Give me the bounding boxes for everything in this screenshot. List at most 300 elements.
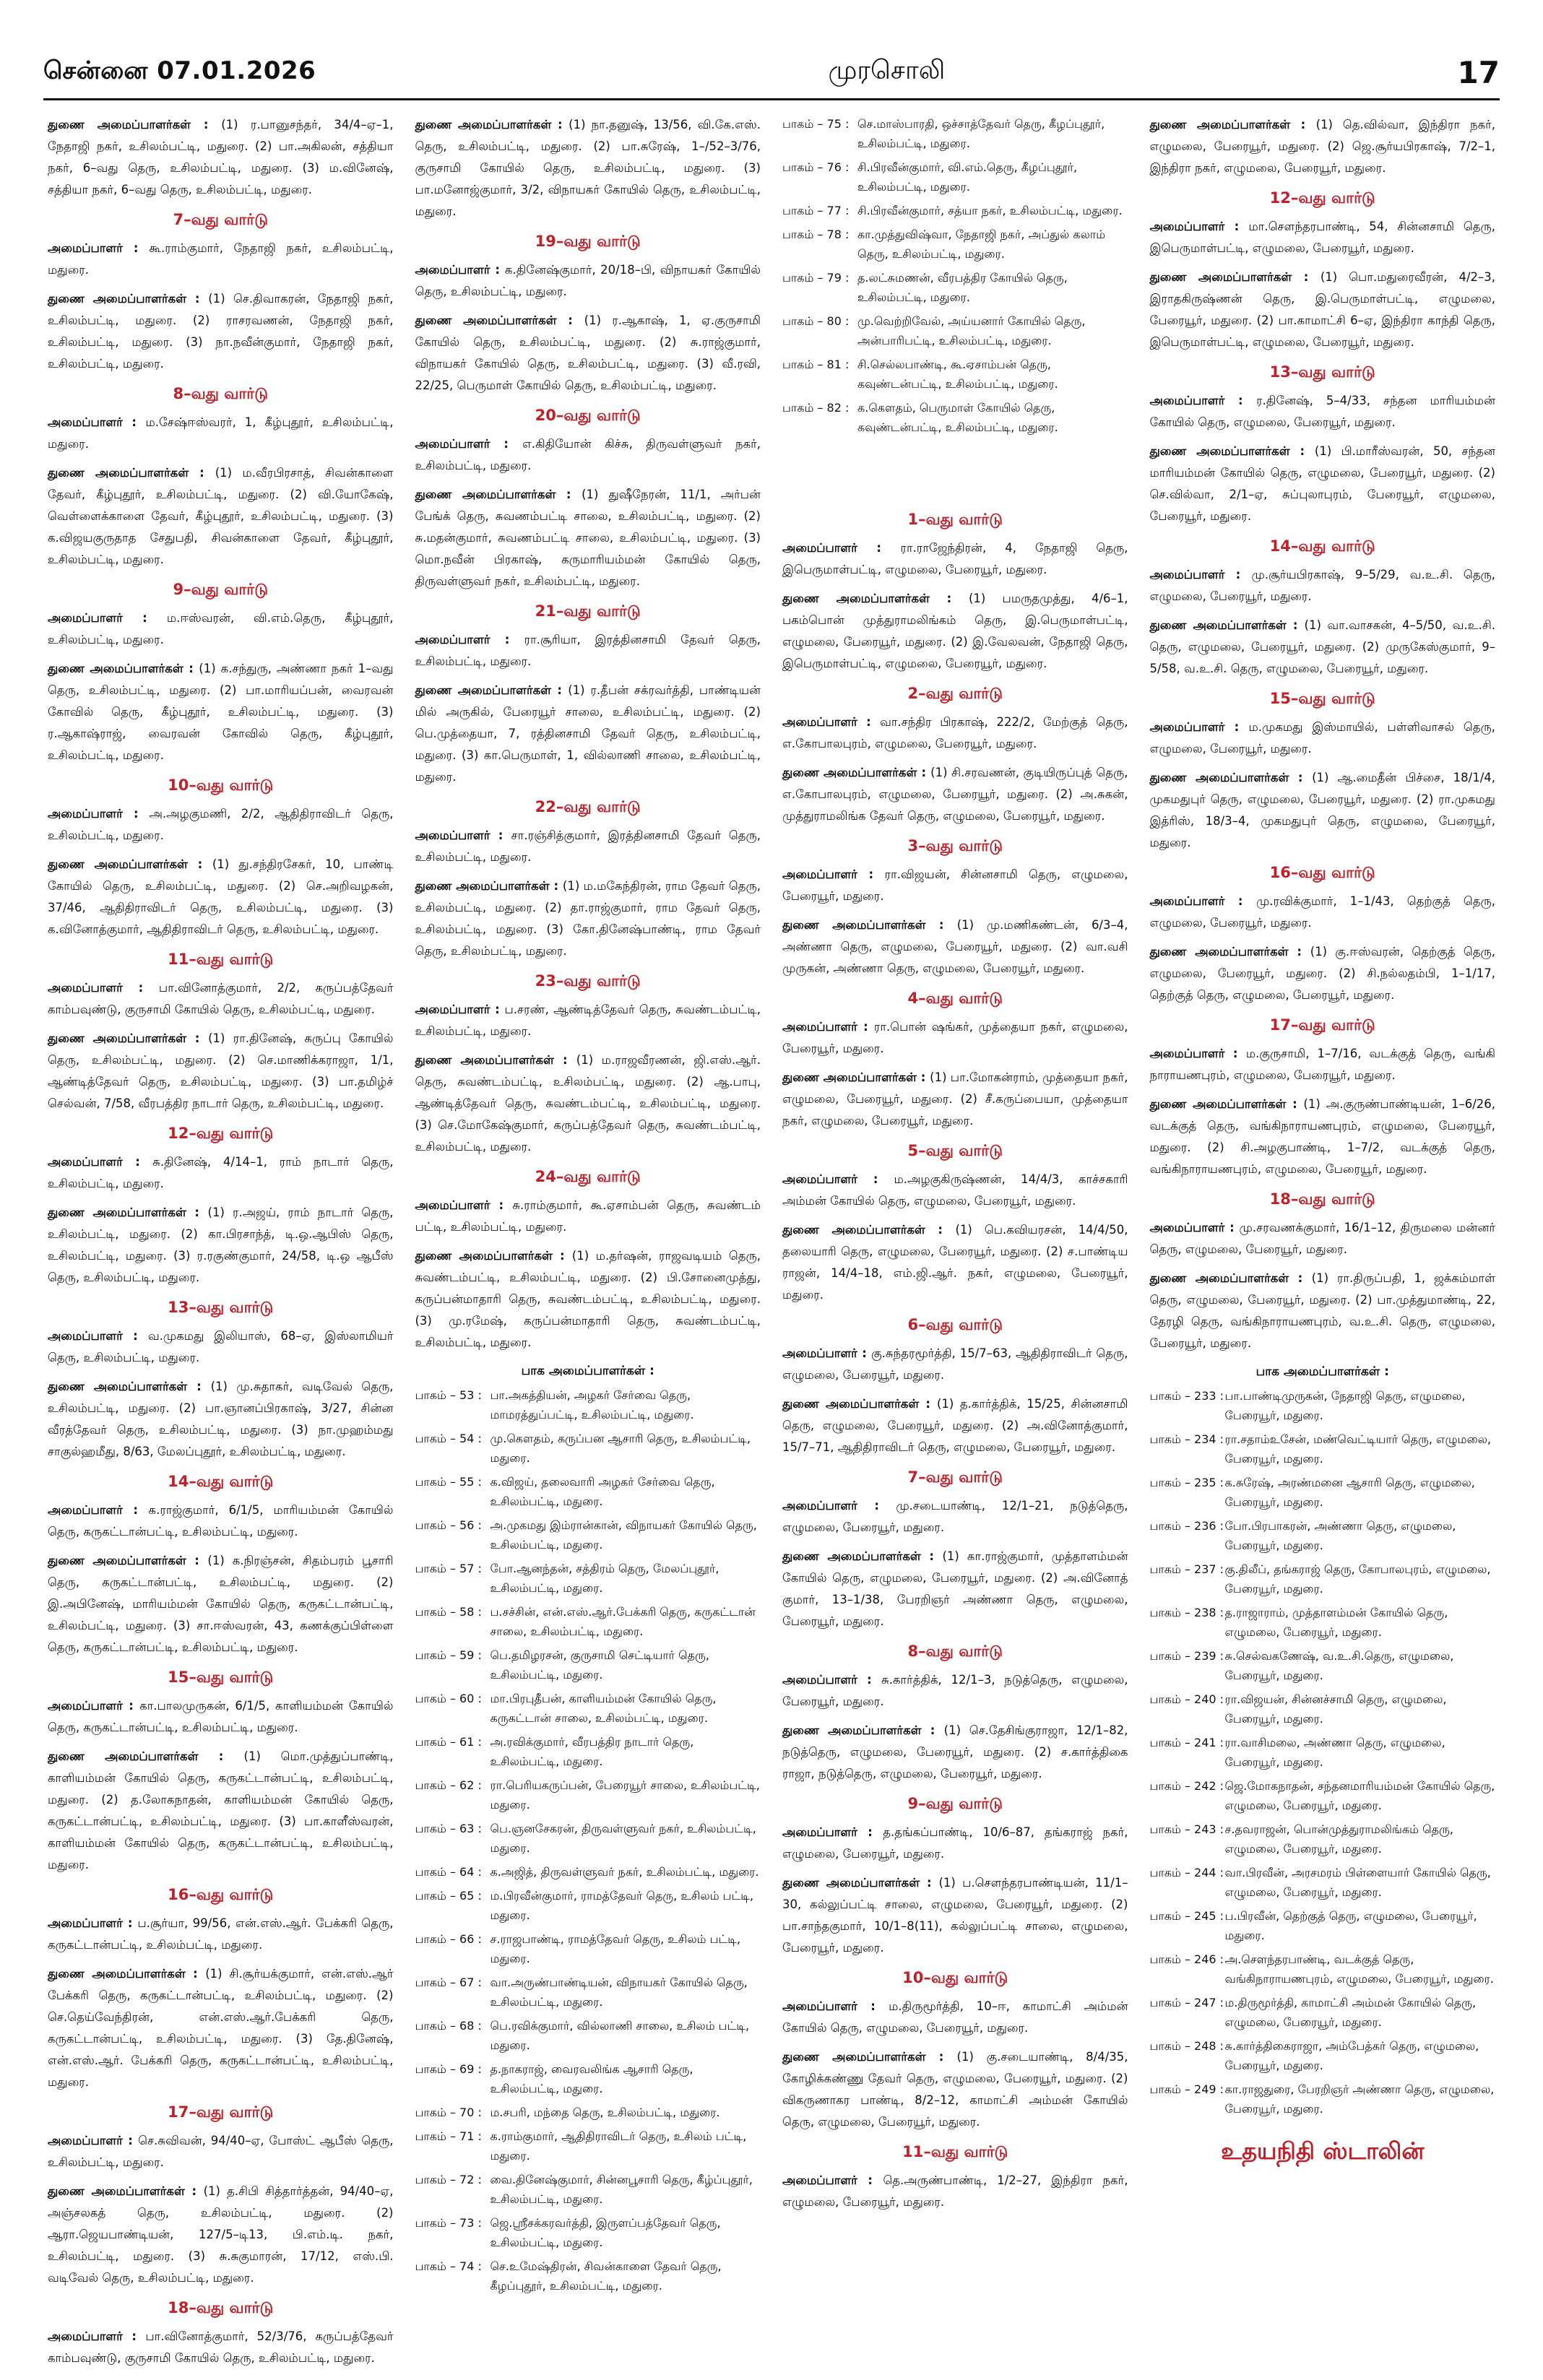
booth-organizer: போ.பிரபாகரன், அண்ணா தெரு, எழுமலை, பேரையூர், மதுரை. (1224, 1519, 1456, 1552)
ward-heading: 2–வது வார்டு (907, 685, 1003, 702)
role-label: அமைப்பாளர் : (782, 1020, 874, 1034)
ward-section (782, 990, 1128, 1132)
booth-organizer: ரா.விஜயன், சின்னச்சாமி தெரு, எழுமலை, பேரையூர், மதுரை. (1224, 1692, 1447, 1726)
role-label: துணை அமைப்பாளர்கள் : (415, 683, 569, 697)
booth-row (782, 268, 1128, 307)
member-details: மு.ரவிக்குமார், 1–1/43, தெற்குத் தெரு, எழுமலை, பேரையூர், மதுரை. (1149, 894, 1495, 930)
ward-section (782, 511, 1128, 675)
member-details: த.தங்கப்பாண்டி, 10/6–87, தங்கராஜ் நகர், எழுமலை, பேரையூர், மதுரை. (782, 1825, 1128, 1861)
member-details: மா.சௌந்தரபாண்டி, 54, சின்னசாமி தெரு, இபெருமாள்பட்டி, எழுமலை, பேரையூர், மதுரை. (1149, 220, 1495, 255)
signature: உதயநிதி ஸ்டாலின் (1221, 2137, 1425, 2165)
ward-heading: 14–வது வார்டு (1269, 537, 1375, 555)
booth-row (415, 2103, 761, 2122)
deputy-organizers-entry (1150, 615, 1496, 680)
member-details: ம.முகமது இஸ்மாயில், பள்ளிவாசல் தெரு, எழுமலை, பேரையூர், மதுரை. (1149, 720, 1495, 756)
booth-organizer: பா.அகத்தியன், அழகர் சேர்வை தெரு, மாமரத்துப்பட்டி, உசிலம்பட்டி, மதுரை. (490, 1388, 694, 1421)
member-details: கா.பாலமுருகன், 6/1/5, காளியம்மன் கோயில் தெரு, கருகட்டான்பட்டி, உசிலம்பட்டி, மதுரை. (48, 1699, 394, 1734)
role-label: துணை அமைப்பாளர்கள் : (415, 1249, 572, 1263)
booth-row (1150, 1863, 1496, 1902)
organizer-entry (415, 259, 761, 303)
member-details: ரா.பொன் ஷங்கர், முத்தையா நகர், எழுமலை, பேரையூர், மதுரை. (782, 1020, 1128, 1055)
organizer-entry (782, 537, 1128, 581)
booth-row (1150, 1906, 1496, 1945)
member-details: (1) பி.மாரீஸ்வரன், 50, சந்தன மாரியம்மன் கோயில் தெரு, எழுமலை, பேரையூர், மதுரை. (2) செ.வில்வா, 2/1–ஏ, சுப்புலாபுரம், பேரையூர், எழுமலை, பேரையூர், மதுரை. (1149, 444, 1495, 523)
member-details: கூ.ராம்குமார், நேதாஜி நகர், உசிலம்பட்டி, மதுரை. (48, 241, 394, 277)
ward-section (415, 798, 761, 962)
role-label: அமைப்பாளர் : (48, 415, 146, 429)
role-label: துணை அமைப்பாளர்கள் : (415, 488, 582, 501)
column-4 (1150, 114, 1496, 2379)
booth-number: பாகம் – 248 : (1149, 2039, 1224, 2053)
booth-organizer: கா.முத்துவிஷ்வா, நேதாஜி நகர், அப்துல் கலாம் தெரு, உசிலம்பட்டி, மதுரை. (857, 228, 1106, 261)
ward-heading: 15–வது வார்டு (1269, 690, 1375, 707)
organizer-entry (1150, 1043, 1496, 1086)
member-details: (1) ரா.திருப்பதி, 1, ஜக்கம்மாள் தெரு, எழுமலை, பேரையூர், மதுரை. (2) பா.முத்துமாண்டி, 22, தேரழி தெரு, வங்கிநாராயணபுரம், வ.உ.சி. தெரு, எழுமலை, பேரையூர், மதுரை. (1149, 1271, 1495, 1350)
role-label: துணை அமைப்பாளர்கள் : (48, 662, 199, 675)
organizer-entry (1150, 891, 1496, 934)
article-columns (48, 114, 1496, 2365)
booth-number: பாகம் – 54 : (415, 1432, 482, 1445)
booth-number: பாகம் – 234 : (1149, 1432, 1224, 1446)
booth-row (1150, 1646, 1496, 1685)
ward-section (48, 2299, 394, 2369)
ward-heading: 23–வது வார்டு (535, 972, 641, 990)
ward-section (415, 602, 761, 788)
booth-organizer: மு.வெற்றிவேல், அய்யனார் கோயில் தெரு, அன்பாரிபட்டி, உசிலம்பட்டி, மதுரை. (857, 314, 1086, 347)
booth-row (415, 1862, 761, 1882)
organizer-entry (1150, 1217, 1496, 1260)
member-details: (1) நா.தனுஷ், 13/56, வி.கே.எஸ். தெரு, உசிலம்பட்டி, மதுரை. (2) பா.சுரேஷ், 1–/52–3/76, குருசாமி கோயில் தெரு, உசிலம்பட்டி, மதுரை. (3) பா.மனோஜ்குமார், 3/2, விநாயகர் கோயில் தெரு, உசிலம்பட்டி, மதுரை. (415, 118, 761, 218)
booth-row (415, 1559, 761, 1598)
role-label: அமைப்பாளர் : (48, 1916, 138, 1930)
role-label: துணை அமைப்பாளர்கள் : (1149, 618, 1305, 632)
member-details: கு.சுந்தரமூர்த்தி, 15/7–63, ஆதிதிராவிடர் தெரு, எழுமலை, பேரையூர், மதுரை. (782, 1346, 1128, 1382)
deputy-organizers-entry (48, 1746, 394, 1876)
member-details: (1) வா.வாசகன், 4–5/50, வ.உ.சி. தெரு, எழுமலை, பேரையூர், மதுரை. (2) முருகேஸ்குமார், 9–5/58, வ.உ.சி. தெரு, எழுமலை, பேரையூர், மதுரை. (1149, 618, 1495, 675)
booth-number: பாகம் – 72 : (415, 2173, 482, 2186)
role-label: அமைப்பாளர் : (1149, 220, 1249, 233)
member-details: (1) ரா.தினேஷ், கருப்பு கோயில் தெரு, உசிலம்பட்டி, மதுரை. (2) செ.மாணிக்கராஜா, 1/1, ஆண்டித்தேவர் தெரு, உசிலம்பட்டி, மதுரை. (3) பா.தமிழ்ச் செல்வன், 7/58, வீரபத்திர நாடார் தெரு, உசிலம்பட்டி, மதுரை. (48, 1031, 394, 1110)
role-label: துணை அமைப்பாளர்கள் : (415, 879, 563, 893)
booth-row (415, 2126, 761, 2165)
ward-heading: 12–வது வார்டு (168, 1125, 274, 1142)
booth-row (415, 2213, 761, 2252)
ward-section (782, 1316, 1128, 1458)
ward-heading: 6–வது வார்டு (907, 1316, 1003, 1333)
booth-number: பாகம் – 59 : (415, 1648, 482, 1662)
booth-organizer: க.சுரேஷ், அரண்மனை ஆசாரி தெரு, எழுமலை, பேரையூர், மதுரை. (1224, 1476, 1475, 1509)
ward-heading: 13–வது வார்டு (1269, 363, 1375, 381)
member-details: சு.ராம்குமார், கூ.ஏசாம்பன் தெரு, சுவண்டம் பட்டி, உசிலம்பட்டி, மதுரை. (415, 1198, 761, 1234)
member-details: (1) ர.அஜய், ராம் நாடார் தெரு, உசிலம்பட்டி, மதுரை. (2) கா.பிரசாந்த், டி.ஒ.ஆபிஸ் தெரு, உசிலம்பட்டி, மதுரை. (3) ர.ரகுண்குமார், 24/58, டி.ஒ ஆபீஸ் தெரு, உசிலம்பட்டி, மதுரை. (48, 1206, 394, 1284)
booth-organizer: ப.பிரவீன், தெற்குத் தெரு, எழுமலை, பேரையூர், மதுரை. (1224, 1909, 1477, 1942)
ward-heading: 16–வது வார்டு (168, 1886, 274, 1903)
organizer-entry (782, 1343, 1128, 1386)
ward-heading: 8–வது வார்டு (907, 1643, 1003, 1660)
booth-number: பாகம் – 69 : (415, 2062, 482, 2076)
issue-date: சென்னை 07.01.2026 (43, 56, 316, 85)
ward-section (415, 233, 761, 397)
ward-section (48, 581, 394, 766)
booth-row (1150, 1429, 1496, 1468)
ward-section (48, 1473, 394, 1658)
member-details: ர.தினேஷ், 5–4/33, சந்தன மாரியம்மன் கோயில் தெரு, எழுமலை, பேரையூர், மதுரை. (1149, 394, 1495, 429)
deputy-organizers-entry (415, 1245, 761, 1354)
organizer-entry (782, 1822, 1128, 1865)
member-details: (1) பா.மோகன்ராம், முத்தையா நகர், எழுமலை, பேரையூர், மதுரை. (2) சீ.கருப்பையா, முத்தையா நகர், எழுமலை, பேரையூர், மதுரை. (782, 1070, 1128, 1128)
organizer-entry (1150, 216, 1496, 259)
role-label: அமைப்பாளர் : (48, 2134, 139, 2147)
booth-number: பாகம் – 239 : (1149, 1649, 1224, 1663)
role-label: துணை அமைப்பாளர்கள் : (415, 118, 569, 131)
booth-number: பாகம் – 243 : (1149, 1822, 1224, 1836)
organizer-entry (415, 629, 761, 672)
role-label: அமைப்பாளர் : (1149, 568, 1252, 581)
organizer-entry (48, 977, 394, 1021)
booth-number: பாகம் – 56 : (415, 1518, 482, 1532)
role-label: துணை அமைப்பாளர்கள் : (1149, 270, 1321, 284)
organizer-entry (782, 1169, 1128, 1212)
role-label: அமைப்பாளர் : (48, 807, 150, 821)
deputy-organizers-entry (1150, 114, 1496, 179)
member-details: (1) ப.சௌந்தரபாண்டியன், 11/1–30, கல்லுப்பட்டி சாலை, எழுமலை, பேரையூர், மதுரை. (2) பா.சாந்தகுமார், 10/1–8(11), கல்லுப்பட்டி சாலை, எழுமலை, பேரையூர், மதுரை. (782, 1876, 1128, 1955)
booth-organizer: மு.கௌதம், கருப்பன ஆசாரி தெரு, உசிலம்பட்டி, மதுரை. (490, 1432, 751, 1465)
booth-number: பாகம் – 78 : (782, 228, 850, 241)
booth-number: பாகம் – 235 : (1149, 1476, 1224, 1489)
booth-organizer: சி.செல்லபாண்டி, கூ.ஏசாம்பன் தெரு, கவுண்டன்பட்டி, உசிலம்பட்டி, மதுரை. (857, 358, 1058, 391)
booth-number: பாகம் – 74 : (415, 2259, 482, 2273)
member-details: (1) மு.மணிகண்டன், 6/3–4, அண்ணா தெரு, எழுமலை, பேரையூர், மதுரை. (2) வா.வசி முருகன், அண்ணா தெரு, எழுமலை, பேரையூர், மதுரை. (782, 918, 1128, 975)
role-label: துணை அமைப்பாளர்கள் : (1149, 444, 1315, 458)
booth-row (415, 2256, 761, 2295)
role-label: அமைப்பாளர் : (782, 541, 901, 555)
member-details: அ.அழகுமணி, 2/2, ஆதிதிராவிடர் தெரு, உசிலம்பட்டி, மதுரை. (48, 807, 394, 842)
booth-row (782, 157, 1128, 196)
member-details: ம.குருசாமி, 1–7/16, வடக்குத் தெரு, வங்கி நாராயணபுரம், எழுமலை, பேரையூர், மதுரை. (1149, 1047, 1495, 1082)
booth-organizer: பெ.ஞனசேகரன், திருவள்ளுவர் நகர், உசிலம்பட்டி, மதுரை. (490, 1822, 756, 1855)
booth-number: பாகம் – 79 : (782, 271, 850, 285)
masthead-rule (43, 98, 1500, 100)
ward-heading: 1–வது வார்டு (907, 511, 1003, 528)
booth-number: பாகம் – 238 : (1149, 1606, 1224, 1619)
booth-organizer: போ.ஆனந்தன், சத்திரம் தெரு, மேலப்புதூர், உசிலம்பட்டி, மதுரை. (490, 1562, 719, 1595)
member-details: (1) கு.சடையாண்டி, 8/4/35, கோழிக்கண்ணு தேவர் தெரு, எழுமலை, பேரையூர், மதுரை. (2) விகருணாகர பாண்டி, 8/2–12, காமாட்சி அம்மன் கோயில் தெரு, எழுமலை, பேரையூர், மதுரை. (782, 2050, 1128, 2129)
booth-row (1150, 1689, 1496, 1728)
role-label: துணை அமைப்பாளர்கள் : (782, 1397, 937, 1411)
member-details: (1) செ.திவாகரன், நேதாஜி நகர், உசிலம்பட்டி, மதுரை. (2) ராசரவணன், நேதாஜி நகர், உசிலம்பட்டி, மதுரை. (3) நா.நவீன்குமார், நேதாஜி நகர், உசிலம்பட்டி, மதுரை. (48, 292, 394, 371)
booth-row (415, 1886, 761, 1925)
ward-heading: 5–வது வார்டு (907, 1142, 1003, 1159)
role-label: துணை அமைப்பாளர்கள் : (1149, 771, 1313, 784)
booth-organizer: க.விஜய், தலைவாரி அழகர் சேர்வை தெரு, உசிலம்பட்டி, மதுரை. (490, 1475, 715, 1508)
booth-row (1150, 1950, 1496, 1989)
ward-section (1150, 363, 1496, 527)
booth-number: பாகம் – 53 : (415, 1388, 482, 1402)
ward-heading: 15–வது வார்டு (168, 1669, 274, 1686)
ward-section (415, 972, 761, 1158)
member-details: ம.திருமூர்த்தி, 10–ஈ, காமாட்சி அம்மன் கோயில் தெரு, எழுமலை, பேரையூர், மதுரை. (782, 1999, 1128, 2035)
organizer-entry (48, 238, 394, 281)
role-label: துணை அமைப்பாளர்கள் : (782, 2050, 957, 2064)
deputy-organizers-entry (415, 114, 761, 222)
role-label: துணை அமைப்பாளர்கள் : (48, 2184, 204, 2198)
ward-section (48, 1299, 394, 1463)
organizer-entry (782, 864, 1128, 907)
member-details: மு.சடையாண்டி, 12/1–21, நடுத்தெரு, எழுமலை, பேரையூர், மதுரை. (782, 1499, 1128, 1534)
ward-heading: 22–வது வார்டு (535, 798, 641, 815)
role-label: துணை அமைப்பாளர்கள் : (782, 766, 931, 779)
booth-row (415, 1775, 761, 1814)
booth-number: பாகம் – 245 : (1149, 1909, 1224, 1923)
booth-organizer: ரா.சதாம்உசேன், மண்வெட்டியார் தெரு, எழுமலை, பேரையூர், மதுரை. (1224, 1432, 1491, 1466)
booth-organizer: க.ராம்குமார், ஆதிதிராவிடர் தெரு, உசிலம் பட்டி, மதுரை. (490, 2129, 747, 2163)
organizer-entry (48, 1913, 394, 1956)
booth-row (415, 1602, 761, 1641)
organizer-entry (782, 1016, 1128, 1060)
member-details: (1) பொ.மதுரைவீரன், 4/2–3, இராதகிருஷ்ணன் தெரு, இ.பெருமாள்பட்டி, எழுமலை, பேரையூர், மதுரை. (2) பா.காமாட்சி 6–ஏ, இந்திரா காந்தி தெரு, இபெருமாள்பட்டி, எழுமலை, பேரையூர், மதுரை. (1149, 270, 1496, 349)
ward-section (1150, 114, 1496, 179)
deputy-organizers-entry (782, 914, 1128, 979)
booth-row (1150, 1603, 1496, 1642)
booth-row (415, 1385, 761, 1424)
booth-organizer: செ.மாஸ்பாரதி, ஒச்சாத்தேவர் தெரு, கீழப்புதூர், உசிலம்பட்டி, மதுரை. (857, 117, 1105, 150)
ward-heading: 21–வது வார்டு (535, 602, 641, 620)
booth-number: பாகம் – 244 : (1149, 1866, 1224, 1879)
booth-number: பாகம் – 247 : (1149, 1996, 1224, 2009)
deputy-organizers-entry (415, 484, 761, 592)
member-details: (1) துஷீநேரன், 11/1, அர்பன் பேங்க் தெரு, சுவணம்பட்டி சாலை, உசிலம்பட்டி, மதுரை. (2) சு.மதன்குமார், சுவணம்பட்டி சாலை, உசிலம்பட்டி, மதுரை. (3) மொ.நவீன் பிரகாஷ், கருமாரியம்மன் கோயில் தெரு, திருவள்ளுவர் நகர், உசிலம்பட்டி, மதுரை. (415, 488, 761, 588)
deputy-organizers-entry (48, 658, 394, 766)
booth-number: பாகம் – 60 : (415, 1692, 482, 1705)
member-details: ரா.விஜயன், சின்னசாமி தெரு, எழுமலை, பேரையூர், மதுரை. (782, 867, 1128, 903)
booth-row (782, 398, 1128, 437)
booth-row (415, 1429, 761, 1468)
booth-row (415, 1472, 761, 1511)
role-label: துணை அமைப்பாளர்கள் : (782, 918, 957, 932)
booth-number: பாகம் – 237 : (1149, 1562, 1224, 1576)
booth-organizer: வை.தினேஷ்குமார், சின்னபூசாரி தெரு, கீழ்ப்புதூர், உசிலம்பட்டி, மதுரை. (490, 2173, 753, 2206)
column-3 (782, 114, 1128, 2379)
role-label: அமைப்பாளர் : (48, 2329, 146, 2343)
member-details: க.ராஜ்குமார், 6/1/5, மாரியம்மன் கோயில் தெரு, கருகட்டான்பட்டி, உசிலம்பட்டி, மதுரை. (48, 1503, 394, 1539)
ward-heading: 11–வது வார்டு (168, 951, 274, 968)
organizer-entry (1150, 717, 1496, 760)
member-details: (1) அ.குருண்பாண்டியன், 1–6/26, வடக்குத் தெரு, வங்கிநாராயணபுரம், எழுமலை, பேரையூர், மதுரை. (2) சி.அழகுபாண்டி, 1–7/2, வடக்குத் தெரு, வங்கிநாராயணபுரம், எழுமலை, பேரையூர், மதுரை. (1149, 1097, 1496, 1176)
member-details: (1) ர.ஆகாஷ், 1, ஏ.குருசாமி கோயில் தெரு, உசிலம்பட்டி, மதுரை. (2) சு.ராஜ்குமார், விநாயகர் கோயில் தெரு, உசிலம்பட்டி, மதுரை. (3) வீ.ரவி, 22/25, பெருமாள் கோயில் தெரு, உசிலம்பட்டி, மதுரை. (415, 313, 761, 392)
ward-section (782, 2143, 1128, 2213)
member-details: க.தினேஷ்குமார், 20/18–பி, விநாயகர் கோயில் தெரு, உசிலம்பட்டி, மதுரை. (415, 263, 761, 298)
role-label: துணை அமைப்பாளர்கள் : (1149, 118, 1316, 131)
booth-row (415, 1689, 761, 1728)
ward-section (48, 776, 394, 940)
member-details: சு.கார்த்திக், 12/1–3, நடுத்தெரு, எழுமலை, பேரையூர், மதுரை. (782, 1673, 1128, 1708)
booth-row (782, 311, 1128, 350)
booth-number: பாகம் – 76 : (782, 160, 850, 174)
booth-number: பாகம் – 68 : (415, 2019, 482, 2033)
ward-section (1150, 189, 1496, 353)
member-details: (1) பமருதமுத்து, 4/6–1, பகம்பொன் முத்துராமலிங்கம் தெரு, இ.பெருமாள்பட்டி, எழுமலை, பேரையூர், மதுரை. (2) இ.வேலவன், நேதாஜி தெரு, இபெருமாள்பட்டி, எழுமலை, பேரையூர், மதுரை. (782, 592, 1128, 670)
ward-heading: 17–வது வார்டு (168, 2103, 274, 2121)
booth-organizer: ம.பிரவீன்குமார், ராமத்தேவர் தெரு, உசிலம் பட்டி, மதுரை. (490, 1889, 754, 1922)
column-1 (48, 114, 394, 2379)
deputy-organizers-entry (48, 854, 394, 940)
role-label: அமைப்பாளர் : (1149, 1047, 1246, 1060)
member-details: (1) க.நிரஞ்சன், சிதம்பரம் பூசாரி தெரு, கருகட்டான்பட்டி, உசிலம்பட்டி, மதுரை. (2) இ.அபினேஷ், மாரியம்மன் கோயில் தெரு, கருகட்டான்பட்டி, உசிலம்பட்டி, மதுரை. (3) சா.ஈஸ்வரன், 43, கணக்குப்பிள்ளை தெரு, கருகட்டான்பட்டி, உசிலம்பட்டி, மதுரை. (48, 1554, 394, 1654)
member-details: (1) சி.சரவணன், குடியிருப்புத் தெரு, எ.கோபாலபுரம், எழுமலை, பேரையூர், மதுரை. (2) அ.சுகன், முத்துராமலிங்க தேவர் தெரு, எழுமலை, பேரையூர், மதுரை. (782, 766, 1128, 823)
member-details: (1) பெ.கவியரசன், 14/4/50, தலையாரி தெரு, எழுமலை, பேரையூர், மதுரை. (2) ச.பாண்டிய ராஜன், 14/4–18, எம்.ஜி.ஆர். நகர், எழுமலை, பேரையூர், மதுரை. (782, 1223, 1128, 1302)
booth-number: பாகம் – 64 : (415, 1865, 482, 1879)
organizer-entry (48, 2130, 394, 2173)
ward-heading: 9–வது வார்டு (907, 1795, 1003, 1812)
role-label: அமைப்பாளர் : (782, 2173, 883, 2187)
member-details: (1) கா.ராஜ்குமார், முத்தாளம்மன் கோயில் தெரு, எழுமலை, பேரையூர், மதுரை. (2) அ.வினோத் குமார், 13–1/38, பேரறிஞர் அண்ணா தெரு, எழுமலை, பேரையூர், மதுரை. (782, 1549, 1128, 1628)
member-details: ம.அழகுகிருஷ்ணன், 14/4/3, காச்சகாரி அம்மன் கோயில் தெரு, எழுமலை, பேரையூர், மதுரை. (782, 1172, 1128, 1208)
organizer-entry (782, 1669, 1128, 1713)
booth-organizer: ரா.பெரியகருப்பன், பேரையூர் சாலை, உசிலம்பட்டி, மதுரை. (490, 1778, 760, 1812)
role-label: அமைப்பாளர் : (48, 1155, 153, 1169)
deputy-organizers-entry (48, 1963, 394, 2093)
booth-number: பாகம் – 77 : (782, 204, 850, 217)
booth-organizer: கா.ராஜதுரை, பேரறிஞர் அண்ணா தெரு, எழுமலை, பேரையூர், மதுரை. (1224, 2082, 1495, 2116)
member-details: ப.சூர்யா, 99/56, என்.எஸ்.ஆர். பேக்கரி தெரு, கருகட்டான்பட்டி, உசிலம்பட்டி, மதுரை. (48, 1916, 394, 1952)
deputy-organizers-entry (48, 1550, 394, 1658)
deputy-organizers-entry (1150, 1268, 1496, 1354)
booth-organizer: செ.உமேஷ்திரன், சிவன்காளை தேவர் தெரு, கீழப்புதூர், உசிலம்பட்டி, மதுரை. (490, 2259, 722, 2293)
ward-heading: 14–வது வார்டு (168, 1473, 274, 1490)
member-details: (1) து.சந்திரசேகர், 10, பாண்டி கோயில் தெரு, உசிலம்பட்டி, மதுரை. (2) செ.அறிவழகன், 37/46, ஆதிதிராவிடர் தெரு, உசிலம்பட்டி, மதுரை. (3) க.வினோத்குமார், ஆதிதிராவிடர் தெரு, உசிலம்பட்டி, மதுரை. (48, 857, 394, 936)
member-details: (1) கு.ஈஸ்வரன், தெற்குத் தெரு, எழுமலை, பேரையூர், மதுரை. (2) சி.நல்லதம்பி, 1–1/17, தெற்குத் தெரு, எழுமலை, பேரையூர், மதுரை. (1149, 945, 1495, 1002)
role-label: அமைப்பாளர் : (782, 1172, 894, 1186)
ward-heading: 10–வது வார்டு (168, 776, 274, 794)
booth-organizer: சு.கார்த்திகைராஜா, அம்பேத்கர் தெரு, எழுமலை, பேரையூர், மதுரை. (1224, 2039, 1479, 2072)
role-label: அமைப்பாளர் : (1149, 894, 1256, 908)
member-details: (1) மு.சுதாகர், வடிவேல் தெரு, உசிலம்பட்டி, மதுரை. (2) பா.ஞானப்பிரகாஷ், 3/27, சின்ன வீரத்தேவர் தெரு, உசிலம்பட்டி, மதுரை. (3) நா.முஹம்மது சாகுல்ஹமீது, 8/63, மேலப்புதூர், உசிலம்பட்டி, மதுரை. (48, 1380, 394, 1458)
deputy-organizers-entry (782, 588, 1128, 675)
booth-organizer: வா.பிரவீன், அரசமரம் பிள்ளையார் கோயில் தெரு, எழுமலை, பேரையூர், மதுரை. (1224, 1866, 1491, 1899)
deputy-organizers-entry (415, 680, 761, 788)
ward-heading: 17–வது வார்டு (1269, 1016, 1375, 1034)
booth-organizer: வா.அருண்பாண்டியன், விநாயகர் கோயில் தெரு, உசிலம்பட்டி, மதுரை. (490, 1976, 748, 2009)
member-details: (1) ம.தர்ஷன், ராஜவடியம் தெரு, சுவண்டம்பட்டி, உசிலம்பட்டி, மதுரை. (2) பி.சோனைமுத்து, கருப்பன்மாதாரி தெரு, சுவண்டம்பட்டி, உசிலம்பட்டி, மதுரை. (3) மு.ரமேஷ், கருப்பன்மாதாரி தெரு, சுவண்டம்பட்டி, உசிலம்பட்டி, மதுரை. (415, 1249, 761, 1349)
member-details: (1) த.சிபி சித்தார்த்தன், 94/40–ஏ, அஞ்சலகத் தெரு, உசிலம்பட்டி, மதுரை. (2) ஆரா.ஜெயபாண்டியன், 127/5–டி13, பி.எம்.டி. நகர், உசிலம்பட்டி, மதுரை. (3) சு.சுகுமாரன், 17/12, எஸ்.பி. வடிவேல் தெரு, உசிலம்பட்டி, மதுரை. (48, 2184, 394, 2285)
deputy-organizers-entry (782, 1546, 1128, 1632)
ward-section (415, 1168, 761, 1354)
booth-row (782, 355, 1128, 394)
booth-row (1150, 1516, 1496, 1555)
ward-heading: 7–வது வார்டு (173, 211, 269, 228)
booth-organizer: சி.பிரவீன்குமார், வி.எம்.தெரு, கீழப்புதூர், உசிலம்பட்டி, மதுரை. (857, 160, 1078, 194)
role-label: அமைப்பாளர் : (782, 867, 885, 881)
booth-number: பாகம் – 70 : (415, 2106, 482, 2119)
booth-organizer: ச.ராஜபாண்டி, ராமத்தேவர் தெரு, உசிலம் பட்டி, மதுரை. (490, 1932, 741, 1965)
member-details: (1) தெ.வில்வா, இந்திரா நகர், எழுமலை, பேரையூர், மதுரை. (2) ஜெ.சூர்யபிரகாஷ், 7/2–1, இந்திரா நகர், எழுமலை, பேரையூர், மதுரை. (1149, 118, 1496, 175)
booth-row (415, 1929, 761, 1968)
deputy-organizers-entry (48, 1202, 394, 1289)
booth-number: பாகம் – 81 : (782, 358, 850, 371)
role-label: அமைப்பாளர் : (48, 1699, 140, 1713)
ward-section (782, 837, 1128, 979)
role-label: அமைப்பாளர் : (48, 241, 150, 255)
booth-number: பாகம் – 61 : (415, 1735, 482, 1749)
deputy-organizers-entry (415, 310, 761, 397)
booth-organizer: அ.ரவிக்குமார், வீரபத்திர நாடார் தெரு, உசிலம்பட்டி, மதுரை. (490, 1735, 694, 1768)
deputy-organizers-entry (782, 2046, 1128, 2133)
booth-number: பாகம் – 73 : (415, 2216, 482, 2230)
ward-section (1150, 1016, 1496, 1180)
booth-number: பாகம் – 241 : (1149, 1736, 1224, 1749)
organizer-entry (1150, 564, 1496, 607)
ward-heading: 24–வது வார்டு (535, 1168, 641, 1185)
role-label: துணை அமைப்பாளர்கள் : (782, 1549, 943, 1563)
role-label: அமைப்பாளர் : (1149, 1221, 1240, 1234)
booth-organizer: ஜெ.ஸ்ரீசக்கரவர்த்தி, இருளப்பத்தேவர் தெரு, உசிலம்பட்டி, மதுரை. (490, 2216, 721, 2249)
role-label: துணை அமைப்பாளர்கள் : (782, 1876, 939, 1890)
member-details: எ.கிதியோன் கிச்சு, திருவள்ளுவர் நகர், உசிலம்பட்டி, மதுரை. (415, 437, 761, 472)
ward-heading: 4–வது வார்டு (907, 990, 1003, 1007)
ward-heading: 12–வது வார்டு (1269, 189, 1375, 207)
organizer-entry (415, 825, 761, 868)
ward-section (48, 2103, 394, 2289)
member-details: (1) ம.ராஜவீரணன், ஜி.எஸ்.ஆர். தெரு, சுவண்டம்பட்டி, உசிலம்பட்டி, மதுரை. (2) ஆ.பாபு, ஆண்டித்தேவர் தெரு, சுவண்டம்பட்டி, உசிலம்பட்டி, மதுரை. (3) செ.மோகேஷ்குமார், கருப்பத்தேவர் தெரு, சுவண்டம்பட்டி, உசிலம்பட்டி, மதுரை. (415, 1053, 761, 1154)
organizer-entry (415, 1195, 761, 1238)
role-label: துணை அமைப்பாளர்கள் : (48, 1749, 244, 1763)
booth-number: பாகம் – 57 : (415, 1562, 482, 1575)
member-details: ரா.சூரியா, இரத்தினசாமி தேவர் தெரு, உசிலம்பட்டி, மதுரை. (415, 633, 761, 668)
ward-section (782, 685, 1128, 827)
role-label: அமைப்பாளர் : (415, 633, 524, 646)
member-details: (1) த.கார்த்திக், 15/25, சின்னசாமி தெரு, எழுமலை, பேரையூர், மதுரை. (2) அ.வினோத்குமார், 15/7–71, ஆதிதிராவிடர் தெரு, எழுமலை, பேரையூர், மதுரை. (782, 1397, 1128, 1454)
booth-organizer: ம.சபரி, மந்தை தெரு, உசிலம்பட்டி, மதுரை. (490, 2106, 720, 2119)
ward-section (48, 385, 394, 571)
ward-section (782, 1643, 1128, 1785)
organizer-entry (48, 412, 394, 455)
deputy-organizers-entry (48, 288, 394, 375)
ward-heading: 7–வது வார்டு (907, 1468, 1003, 1486)
booth-organizer: பா.பாண்டிமுருகன், நேதாஜி தெரு, எழுமலை, பேரையூர், மதுரை. (1224, 1389, 1466, 1422)
member-details: சு.தினேஷ், 4/14–1, ராம் நாடார் தெரு, உசிலம்பட்டி, மதுரை. (48, 1155, 394, 1190)
booth-number: பாகம் – 249 : (1149, 2082, 1224, 2096)
organizer-entry (48, 1695, 394, 1739)
deputy-organizers-entry (782, 1720, 1128, 1785)
booth-row (415, 1515, 761, 1554)
ward-section (1150, 537, 1496, 680)
deputy-organizers-entry (48, 2181, 394, 2289)
booth-row (415, 1819, 761, 1858)
booth-row (1150, 1473, 1496, 1512)
organizer-entry (782, 2170, 1128, 2213)
booth-organizer: ம.திருமூர்த்தி, காமாட்சி அம்மன் கோயில் தெரு, எழுமலை, பேரையூர், மதுரை. (1224, 1996, 1477, 2029)
booth-row (415, 1732, 761, 1771)
booth-organizers-heading: பாக அமைப்பாளர்கள் : (521, 1364, 654, 1378)
booth-number: பாகம் – 67 : (415, 1976, 482, 1989)
role-label: துணை அமைப்பாளர்கள் : (48, 466, 215, 480)
ward-heading: 18–வது வார்டு (1269, 1190, 1375, 1208)
organizer-entry (48, 1500, 394, 1543)
booth-number: பாகம் – 55 : (415, 1475, 482, 1489)
booth-organizer: சி.பிரவீன்குமார், சத்யா நகர், உசிலம்பட்டி, மதுரை. (857, 204, 1123, 217)
booth-organizer: த.நாகராஜ், வைரவலிங்க ஆசாரி தெரு, உசிலம்பட்டி, மதுரை. (490, 2062, 693, 2095)
ward-section (48, 114, 394, 201)
role-label: அமைப்பாளர் : (1149, 394, 1257, 407)
ward-section (48, 951, 394, 1115)
booth-row (1150, 2080, 1496, 2119)
booth-row (1150, 1733, 1496, 1772)
organizer-entry (415, 999, 761, 1042)
ward-section (48, 1125, 394, 1289)
deputy-organizers-entry (415, 875, 761, 962)
role-label: துணை அமைப்பாளர்கள் : (1149, 1271, 1312, 1285)
booth-row (782, 225, 1128, 264)
